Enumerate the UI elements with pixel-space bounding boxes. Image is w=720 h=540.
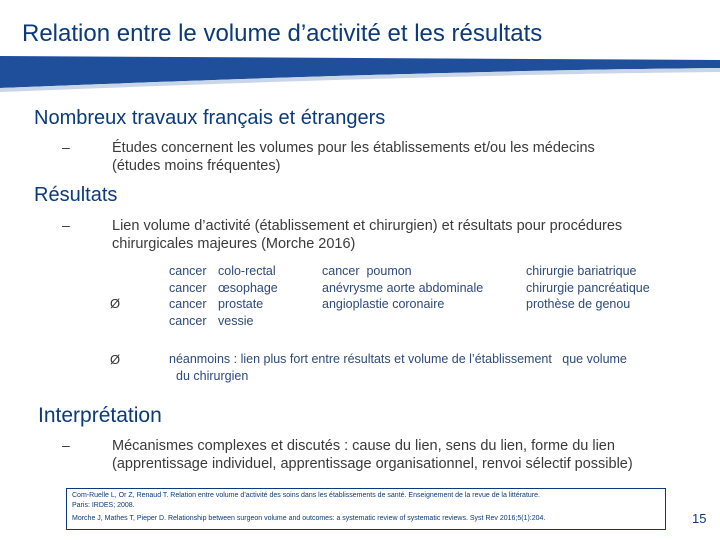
page-number: 15 [692,511,707,526]
resultats-note [169,351,627,384]
text-line: Lien volume d’activité (établissement et chirurgien) et résultats pour procédures [112,218,623,234]
references-box [66,488,666,530]
heading-resultats: Résultats [34,184,118,206]
bullet-dash: – [62,437,70,453]
list-item: chirurgie pancréatique [526,280,650,295]
text-line: Études concernent les volumes pour les établissements et/ou les médecins [112,140,595,156]
interpretation-text [112,437,633,473]
slide-title: Relation entre le volume d’activité et les résultats [22,20,543,47]
reference-line: Com-Ruelle L, Or Z, Renaud T. Relation entre volume d’activité des soins dans les établissements de santé. Enseignement de la revue de la littérature. [72,492,540,499]
bullet-dash: – [62,217,70,233]
procedures-col-chirurgie [526,263,650,313]
list-item: cancer colo-rectal [169,264,276,278]
text-line: (études moins fréquentes) [112,158,281,174]
text-line: du chirurgien [176,368,249,383]
text-line: Mécanismes complexes et discutés : cause du lien, sens du lien, forme du lien [112,438,615,454]
bullet-dash: – [62,139,70,155]
arrow-bullet-icon: Ø [110,296,121,311]
resultats-text [112,217,622,253]
list-item: prothèse de genou [526,297,631,311]
travaux-text [112,139,595,175]
text-line: néanmoins : lien plus fort entre résultats et volume de l’établissement que volume [169,352,627,366]
arrow-bullet-icon: Ø [110,352,121,367]
list-item: anévrysme aorte abdominale [322,280,484,295]
list-item: cancer vessie [169,313,254,328]
procedures-col-cardio [322,263,483,313]
heading-travaux: Nombreux travaux français et étrangers [34,107,386,129]
list-item: cancer œsophage [169,280,278,295]
heading-interpretation: Interprétation [38,404,162,427]
text-line: chirurgicales majeures (Morche 2016) [112,236,356,252]
list-item: angioplastie coronaire [322,297,445,311]
list-item: cancer prostate [169,297,264,311]
list-item: cancer poumon [322,264,412,278]
procedures-col-cancers [169,263,278,329]
list-item: chirurgie bariatrique [526,264,637,278]
reference-line: Morche J, Mathes T, Pieper D. Relationship between surgeon volume and outcomes: a systematic review of systematic reviews. Syst Rev 2016;5(1):204. [72,515,546,522]
header-swoosh [0,56,720,92]
text-line: (apprentissage individuel, apprentissage organisationnel, renvoi sélectif possible) [112,456,633,472]
reference-line: Paris: IRDES; 2008. [72,501,135,509]
